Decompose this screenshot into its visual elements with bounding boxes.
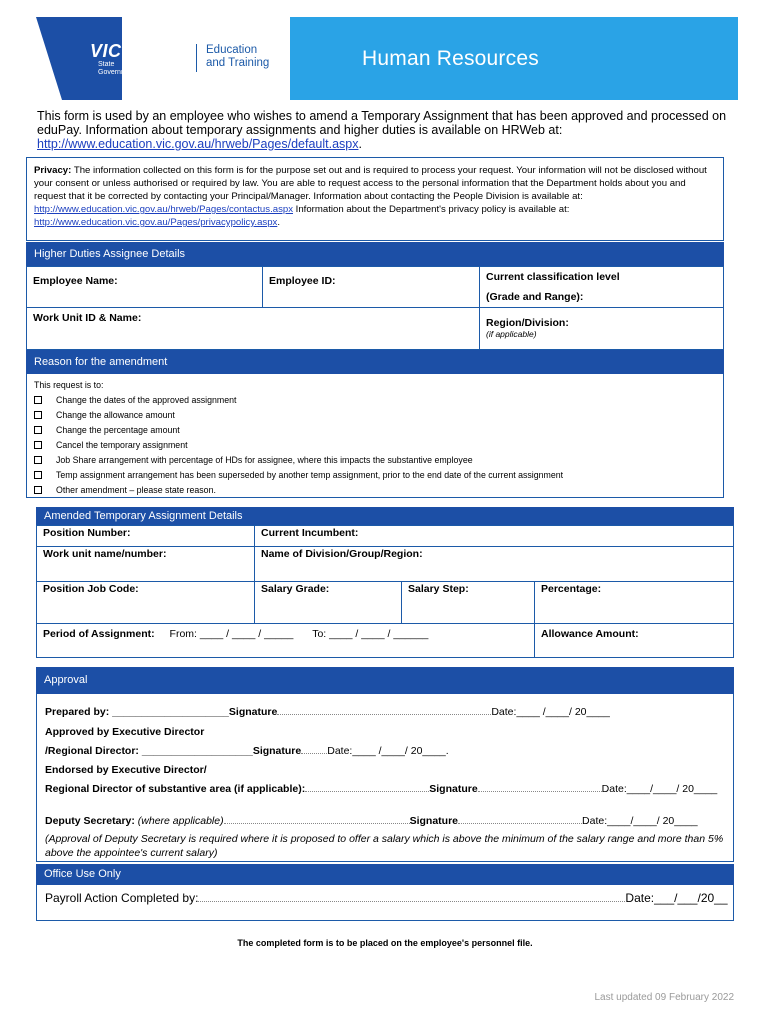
assignee-table [26, 266, 724, 350]
reason-option-label: Other amendment – please state reason. [56, 485, 216, 495]
amended-section-heading: Amended Temporary Assignment Details [36, 507, 734, 525]
signature-line [458, 823, 582, 824]
deputy-secretary-row[interactable] [45, 815, 698, 827]
name-line [224, 823, 410, 824]
reason-intro: This request is to: [34, 380, 104, 390]
work-unit-field[interactable] [27, 308, 480, 350]
victoria-logo-sub: State Government [98, 61, 137, 76]
logo-divider [196, 44, 197, 72]
office-box [36, 885, 734, 921]
reason-box [26, 374, 724, 498]
checkbox[interactable] [34, 456, 42, 464]
checkbox[interactable] [34, 426, 42, 434]
department-line1: Education [206, 44, 258, 56]
endorsed-by-row[interactable] [45, 783, 717, 795]
date-label: Date:____ /____/ 20____ [491, 706, 610, 718]
prepared-by-label: Prepared by: ____________________ [45, 706, 229, 718]
page-title: Human Resources [362, 47, 539, 70]
current-incumbent-field[interactable] [255, 526, 734, 547]
intro-end: . [358, 137, 362, 151]
reason-option[interactable] [34, 393, 716, 408]
footer-note: The completed form is to be placed on the employee's personnel file. [237, 938, 533, 948]
work-unit-label: Work Unit ID & Name: [33, 312, 142, 324]
region-field[interactable] [480, 308, 724, 350]
division-label: Name of Division/Group/Region: [261, 548, 423, 560]
privacy-label: Privacy: [34, 165, 72, 176]
date-label: Date:____/____/ 20____ [582, 815, 698, 827]
date-label: Date:____/____/ 20____ [601, 783, 718, 795]
salary-grade-label: Salary Grade: [261, 583, 330, 595]
intro-body: This form is used by an employee who wishes to amend a Temporary Assignment that has been approved and processed on eduPay. Information about temporary assignments and higher duties is available on HRWeb at: [37, 109, 727, 137]
privacy-text-1: The information collected on this form is for the purpose set out and is required to process your request. Your information will not be disclosed without your consent or unless authorised or required by law. You are able to request access to the personal information that the Department holds about you and request that it be corrected by contacting your Principal/Manager. Information about contacting the People Division is available at: [34, 165, 707, 202]
reason-option-label: Job Share arrangement with percentage of HDs for assignee, where this impacts the substantive employee [56, 455, 473, 465]
payroll-row[interactable] [45, 891, 728, 905]
period-label: Period of Assignment: [43, 628, 155, 640]
allowance-field[interactable] [535, 624, 734, 658]
department-name [206, 44, 269, 70]
privacy-text-2: Information about the Department's privacy policy is available at: [295, 204, 570, 215]
signature-label: Signature [228, 706, 278, 718]
reason-option-label: Change the percentage amount [56, 425, 180, 435]
salary-grade-field[interactable] [255, 582, 402, 624]
page-header [0, 0, 770, 100]
reason-option[interactable] [34, 483, 716, 498]
prepared-by-row[interactable] [45, 706, 610, 718]
office-date-label: Date:___/___/20__ [625, 891, 728, 905]
payroll-line [198, 901, 625, 902]
intro-text [37, 109, 737, 151]
job-code-label: Position Job Code: [43, 583, 139, 595]
privacy-policy-link[interactable]: http://www.education.vic.gov.au/Pages/privacypolicy.aspx [34, 217, 278, 228]
work-unit-name-label: Work unit name/number: [43, 548, 167, 560]
last-updated: Last updated 09 February 2022 [594, 992, 734, 1003]
grade-range-label: (Grade and Range): [486, 291, 584, 303]
salary-step-field[interactable] [402, 582, 535, 624]
classification-label: Current classification level [486, 271, 620, 283]
reason-option[interactable] [34, 468, 716, 483]
allowance-label: Allowance Amount: [541, 628, 639, 640]
employee-name-label: Employee Name: [33, 275, 118, 287]
signature-label: Signature [409, 815, 459, 827]
reason-option-label: Cancel the temporary assignment [56, 440, 188, 450]
checkbox[interactable] [34, 396, 42, 404]
signature-line [301, 753, 327, 754]
classification-field[interactable] [480, 267, 724, 308]
reason-option[interactable] [34, 438, 716, 453]
regional-director-label: /Regional Director: ___________________ [45, 745, 253, 757]
salary-step-label: Salary Step: [408, 583, 469, 595]
employee-id-label: Employee ID: [269, 275, 336, 287]
hrweb-link[interactable]: http://www.education.vic.gov.au/hrweb/Pages/default.aspx [37, 137, 359, 151]
checkbox[interactable] [34, 411, 42, 419]
privacy-notice [26, 157, 724, 241]
job-code-field[interactable] [37, 582, 255, 624]
period-field[interactable] [37, 624, 535, 658]
checkbox[interactable] [34, 441, 42, 449]
work-unit-name-field[interactable] [37, 547, 255, 582]
percentage-label: Percentage: [541, 583, 602, 595]
amended-table [36, 525, 734, 658]
substantive-area-label: Regional Director of substantive area (if applicable): [45, 783, 306, 795]
contact-us-link[interactable]: http://www.education.vic.gov.au/hrweb/Pages/contactus.aspx [34, 204, 293, 215]
employee-name-field[interactable] [27, 267, 263, 308]
reason-option[interactable] [34, 408, 716, 423]
deputy-secretary-label: Deputy Secretary: [45, 815, 135, 827]
approval-box [36, 694, 734, 862]
region-label: Region/Division: [486, 317, 569, 329]
payroll-label: Payroll Action Completed by: [45, 891, 199, 905]
approved-by-row[interactable] [45, 745, 449, 757]
privacy-end: . [277, 217, 281, 228]
approval-section-heading: Approval [36, 667, 734, 694]
reason-section-heading: Reason for the amendment [26, 350, 724, 374]
checkbox[interactable] [34, 486, 42, 494]
office-section-heading: Office Use Only [36, 864, 734, 885]
period-from: From: ____ / ____ / _____ [169, 628, 294, 640]
deputy-note: (where applicable) [137, 815, 224, 827]
reason-option[interactable] [34, 423, 716, 438]
signature-line [478, 791, 602, 792]
reason-option[interactable] [34, 453, 716, 468]
signature-label: Signature [429, 783, 478, 795]
percentage-field[interactable] [535, 582, 734, 624]
approved-by-label: Approved by Executive Director [45, 726, 205, 738]
deputy-explanation: (Approval of Deputy Secretary is required where it is proposed to offer a salary which is above the minimum of the salary range and more than 5% above the appointee's current salary) [45, 833, 724, 859]
position-number-field[interactable] [37, 526, 255, 547]
position-number-label: Position Number: [43, 527, 131, 539]
name-line [305, 791, 429, 792]
department-line2: and Training [206, 57, 270, 69]
date-label: Date:____ /____/ 20____. [327, 745, 449, 757]
signature-label: Signature [252, 745, 302, 757]
reason-option-label: Change the allowance amount [56, 410, 175, 420]
checkbox[interactable] [34, 471, 42, 479]
division-field[interactable] [255, 547, 734, 582]
region-if-applicable: (if applicable) [486, 329, 537, 339]
employee-id-field[interactable] [263, 267, 480, 308]
victoria-logo: VICTORIA [90, 41, 180, 61]
endorsed-by-label: Endorsed by Executive Director/ [45, 764, 207, 776]
current-incumbent-label: Current Incumbent: [261, 527, 359, 539]
period-to: To: ____ / ____ / ______ [312, 628, 429, 640]
assignee-section-heading: Higher Duties Assignee Details [26, 242, 724, 266]
reason-option-label: Temp assignment arrangement has been superseded by another temp assignment, prior to the end date of the current assignment [56, 470, 564, 480]
signature-line [277, 714, 491, 715]
reason-option-label: Change the dates of the approved assignment [56, 395, 237, 405]
